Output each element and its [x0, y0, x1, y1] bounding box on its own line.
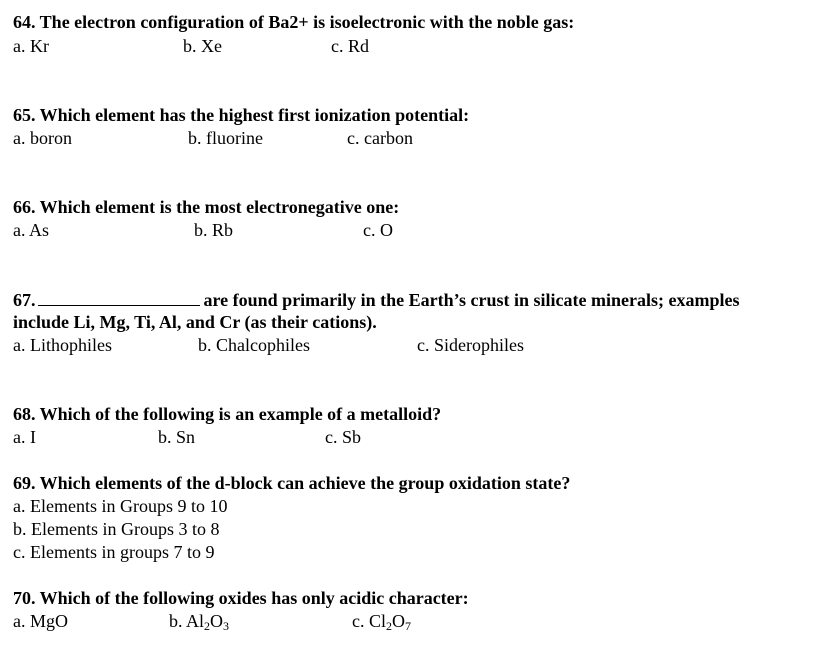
q70-c-subscript-2: 7 [405, 619, 411, 633]
q70-option-c [352, 610, 411, 633]
q70-b-prefix: b. Al [169, 611, 205, 631]
question-66: 66. Which element is the most electronegative one: [13, 197, 400, 217]
q67-option-b: b. Chalcophiles [198, 335, 310, 355]
q65-option-c: c. carbon [347, 128, 413, 148]
q70-b-subscript-2: 3 [223, 619, 230, 633]
q67-option-a: a. Lithophiles [13, 335, 112, 355]
q70-c-mid: O [392, 611, 405, 631]
q70-b-subscript-1: 2 [204, 619, 211, 633]
q70-b-mid: O [210, 611, 224, 631]
q68-option-b: b. Sn [158, 427, 196, 447]
q65-option-b: b. fluorine [188, 128, 263, 148]
q66-option-a: a. As [13, 220, 49, 240]
q66-option-b: b. Rb [194, 220, 234, 240]
question-69: 69. Which elements of the d-block can achieve the group oxidation state? [13, 473, 571, 493]
q70-option-a: a. MgO [13, 611, 68, 631]
q67-blank [38, 288, 200, 306]
question-68: 68. Which of the following is an example of a metalloid? [13, 404, 442, 424]
q64-option-c: c. Rd [331, 36, 369, 56]
q69-option-c: c. Elements in groups 7 to 9 [13, 542, 215, 562]
q64-option-b: b. Xe [183, 36, 222, 56]
q67-text: are found primarily in the Earth’s crust in silicate minerals; examples [203, 290, 740, 310]
q70-option-b [169, 610, 229, 633]
question-64: 64. The electron configuration of Ba2+ is isoelectronic with the noble gas: [13, 12, 575, 32]
q65-option-a: a. boron [13, 128, 72, 148]
q67-number: 67. [13, 290, 36, 310]
q70-c-prefix: c. Cl [352, 611, 386, 631]
q68-option-a: a. I [13, 427, 36, 447]
q64-option-a: a. Kr [13, 36, 49, 56]
q68-option-c: c. Sb [325, 427, 361, 447]
q67-option-c: c. Siderophiles [417, 335, 524, 355]
question-67-line2: include Li, Mg, Ti, Al, and Cr (as their cations). [13, 312, 377, 332]
q66-option-c: c. O [363, 220, 393, 240]
question-67 [13, 288, 739, 312]
q69-option-b: b. Elements in Groups 3 to 8 [13, 519, 220, 539]
question-70: 70. Which of the following oxides has only acidic character: [13, 588, 469, 608]
q69-option-a: a. Elements in Groups 9 to 10 [13, 496, 228, 516]
q70-c-subscript-1: 2 [386, 619, 392, 633]
question-65: 65. Which element has the highest first ionization potential: [13, 105, 470, 125]
